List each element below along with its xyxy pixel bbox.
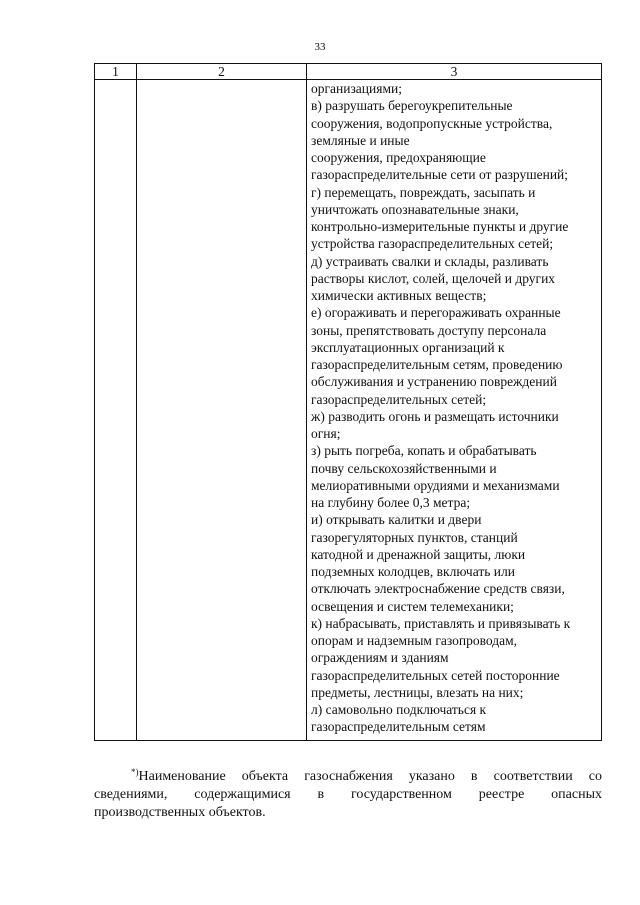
text-line: газораспределительных сетей посторонние: [311, 667, 560, 683]
text-line: сооружения, водопропускные устройства,: [311, 115, 553, 131]
text-line: отключать электроснабжение средств связи,: [311, 581, 565, 597]
text-line: организациями;: [311, 81, 402, 96]
text-line: уничтожать опознавательные знаки,: [311, 201, 519, 217]
text-line: д) устраивать свалки и склады, разливать: [311, 253, 549, 269]
text-line: е) огораживать и перегораживать охранные: [311, 305, 561, 321]
column-header-1: 1: [95, 64, 137, 80]
column-1-cell: [95, 80, 137, 741]
text-line: сооружения, предохраняющие: [311, 150, 486, 165]
text-line: земляные и иные: [311, 132, 410, 148]
footnote-line-2: сведениями, содержащимися в государственном реестре опасных: [94, 787, 602, 802]
footnote: [94, 763, 602, 822]
column-header-3: 3: [307, 64, 602, 80]
text-line: почву сельскохозяйственными и: [311, 460, 497, 476]
text-line: огня;: [311, 426, 341, 441]
text-line: газораспределительным сетям, проведению: [311, 357, 563, 372]
text-line: эксплуатационных организаций к: [311, 339, 505, 355]
text-line: газораспределительным сетям: [311, 719, 486, 735]
footnote-line-3: производственных объектов.: [94, 805, 266, 820]
text-line: ограждениям и зданиям: [311, 650, 449, 666]
text-line: контрольно-измерительные пункты и другие: [311, 219, 569, 234]
text-line: з) рыть погреба, копать и обрабатывать: [311, 443, 537, 459]
text-line: растворы кислот, солей, щелочей и других: [311, 270, 556, 286]
text-line: к) набрасывать, приставлять и привязывать к: [311, 615, 571, 631]
text-line: устройства газораспределительных сетей;: [311, 236, 554, 252]
text-line: обслуживания и устранению повреждений: [311, 374, 557, 390]
text-line: подземных колодцев, включать или: [311, 564, 515, 579]
footnote-marker: *): [131, 767, 139, 777]
text-line: опорам и надземным газопроводам,: [311, 633, 517, 648]
table-body-row: [95, 80, 602, 741]
text-line: г) перемещать, повреждать, засыпать и: [311, 184, 536, 200]
column-header-2: 2: [137, 64, 307, 80]
text-line: катодной и дренажной защиты, люки: [311, 546, 526, 562]
page-number: 33: [314, 41, 326, 53]
footnote-line-1: [94, 763, 602, 786]
text-line: в) разрушать берегоукрепительные: [311, 98, 513, 114]
text-line: предметы, лестницы, влезать на них;: [311, 684, 524, 700]
text-line: ж) разводить огонь и размещать источники: [311, 408, 559, 424]
text-line: химически активных веществ;: [311, 288, 487, 303]
text-line: л) самовольно подключаться к: [311, 702, 487, 717]
footnote-text-1: Наименование объекта газоснабжения указано в соответствии со: [138, 769, 602, 784]
text-line: газорегуляторных пунктов, станций: [311, 529, 518, 545]
text-line: мелиоративными орудиями и механизмами: [311, 477, 560, 493]
text-line: зоны, препятствовать доступу персонала: [311, 322, 547, 338]
column-2-cell: [137, 80, 307, 741]
text-line: газораспределительные сети от разрушений;: [311, 167, 569, 183]
text-line: на глубину более 0,3 метра;: [311, 495, 471, 510]
text-line: и) открывать калитки и двери: [311, 512, 482, 528]
requirements-table: [94, 63, 602, 741]
text-line: освещения и систем телемеханики;: [311, 598, 514, 614]
text-line: газораспределительных сетей;: [311, 391, 487, 407]
table-header-row: [95, 64, 602, 80]
column-3-cell: [307, 80, 602, 741]
